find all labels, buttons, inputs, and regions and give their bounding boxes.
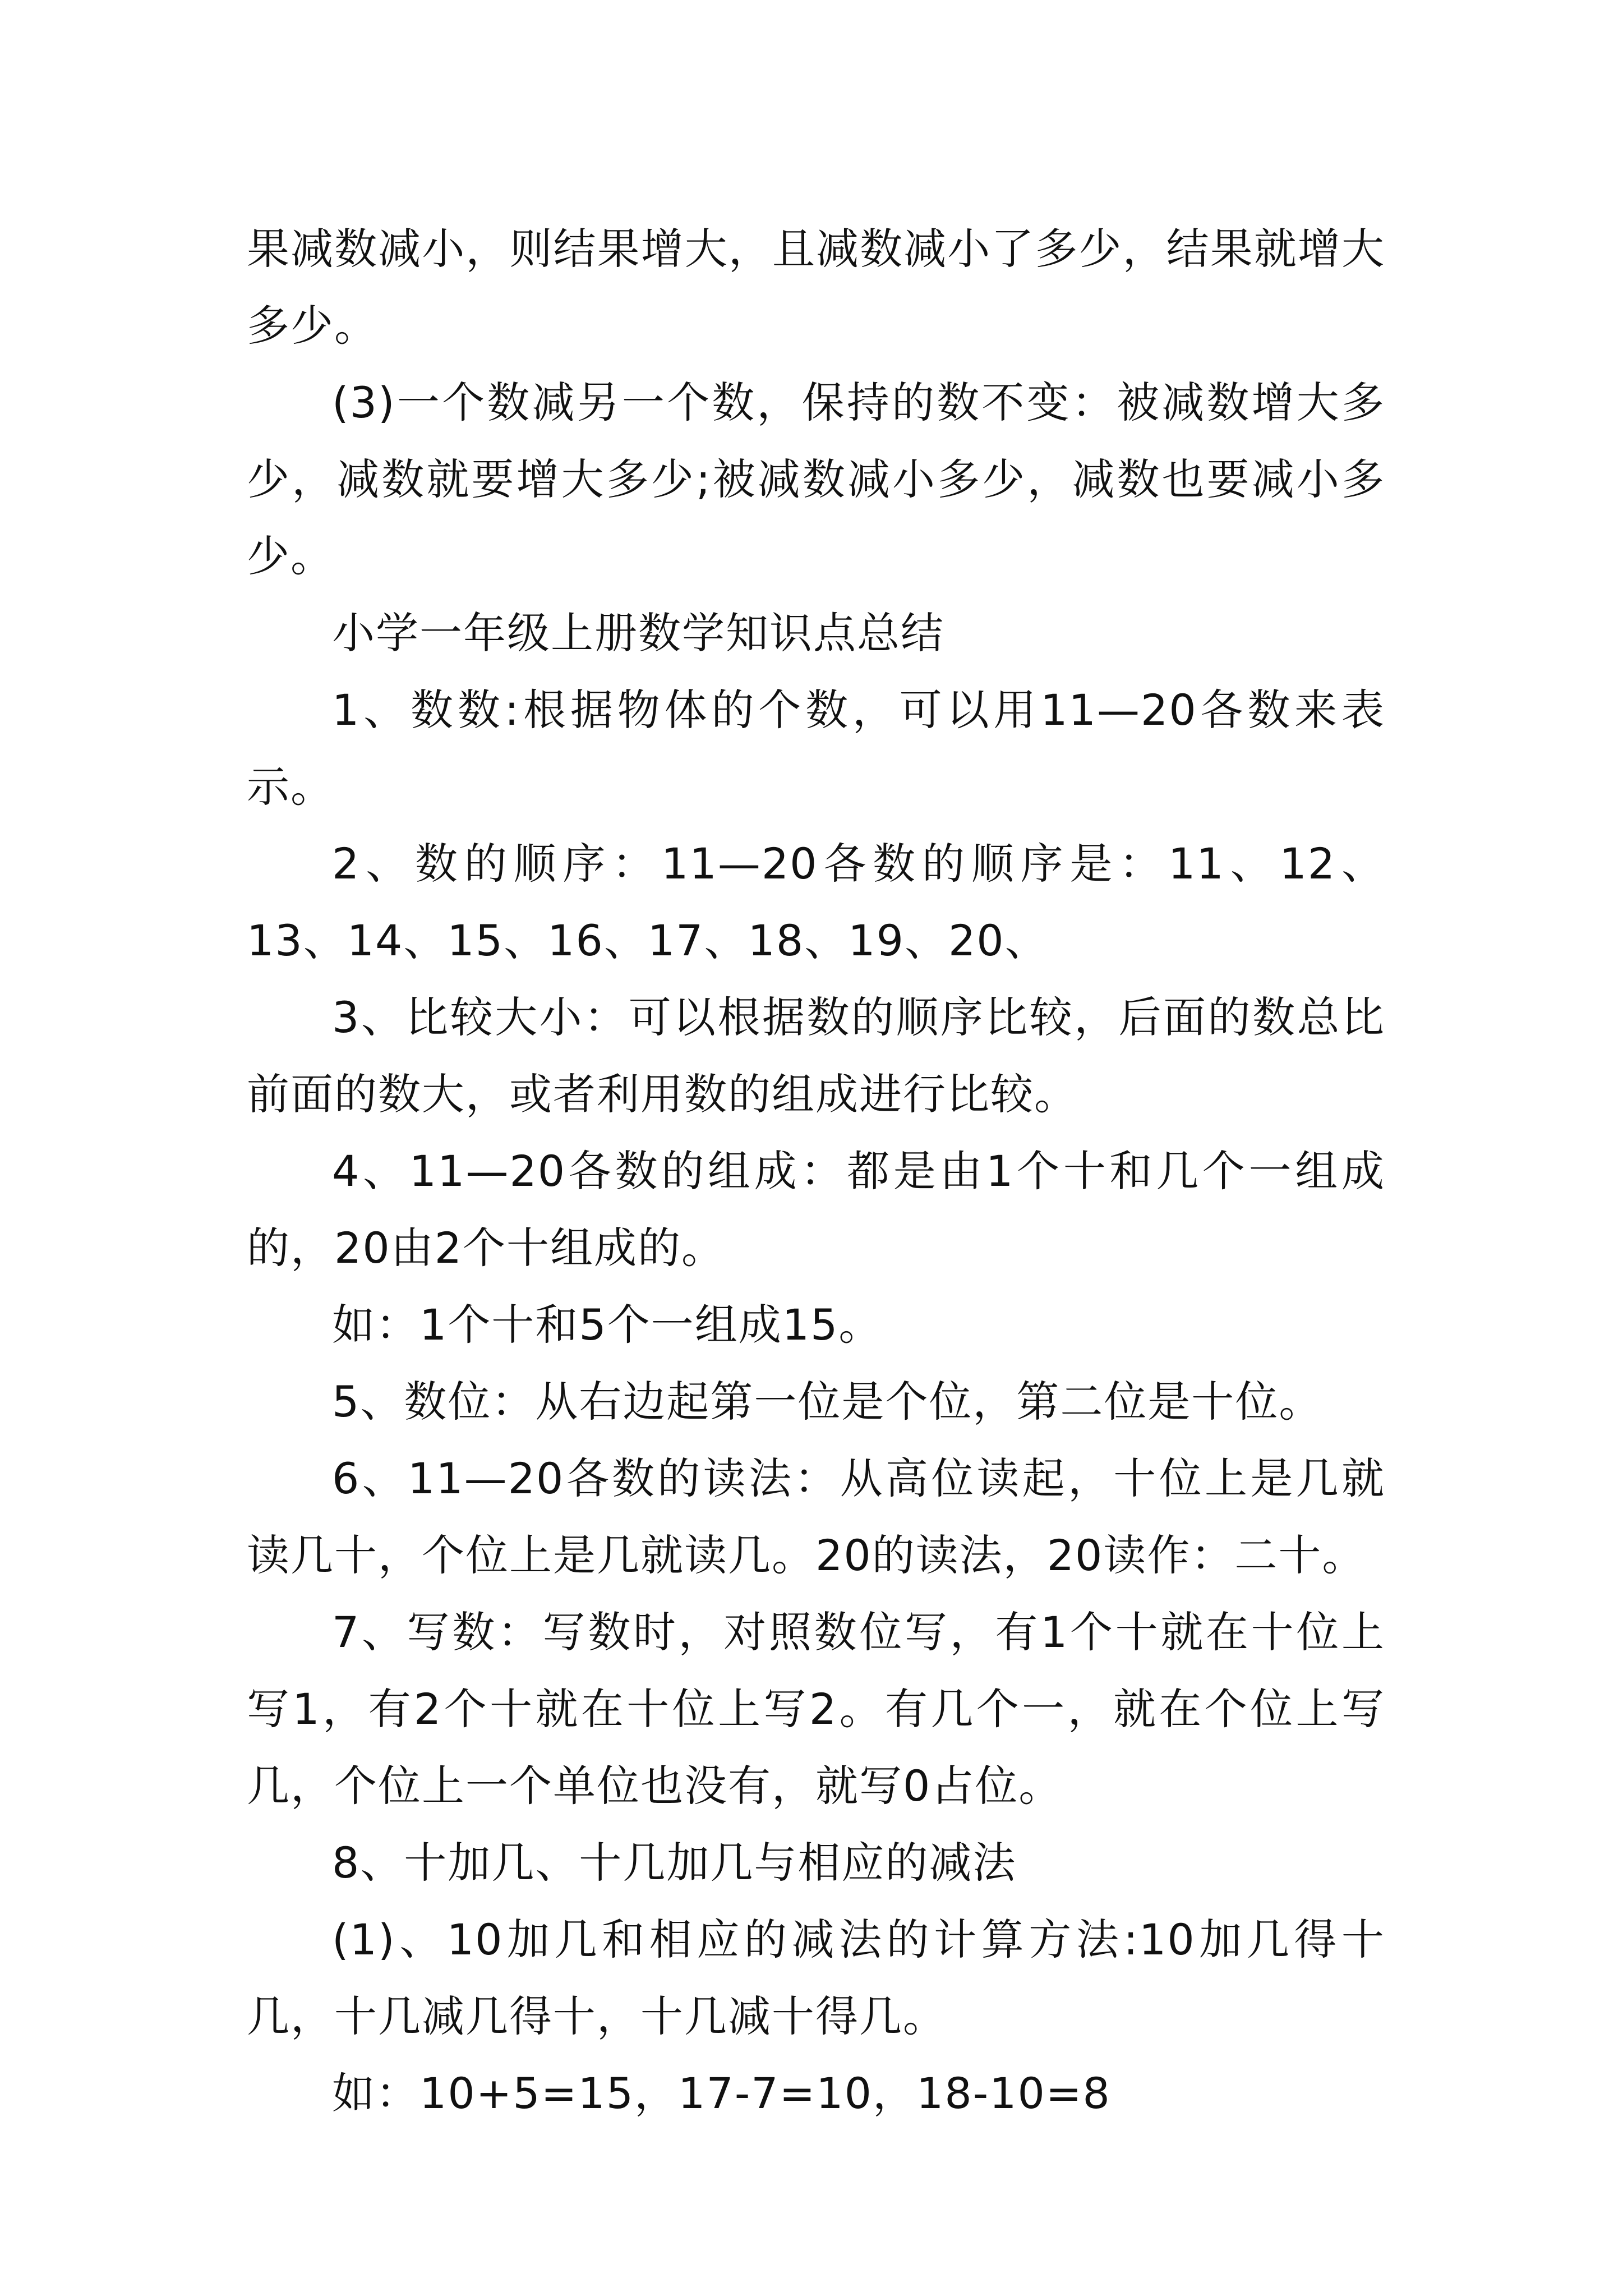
paragraph-1: 果减数减小，则结果增大，且减数减小了多少，结果就增大多少。 [247,224,1385,351]
paragraph-example-1: 如：1个十和5个一组成15。 [332,1300,883,1350]
paragraph-order: 2、数的顺序：11—20各数的顺序是：11、12、13、14、15、16、17、18、19、20、 [247,839,1385,965]
paragraph-writing: 7、写数：写数时，对照数位写，有1个十就在十位上写1，有2个十就在十位上写2。有几个一，就在个位上写几，个位上一个单位也没有，就写0占位。 [247,1607,1385,1811]
section-heading: 小学一年级上册数学知识点总结 [332,608,944,658]
paragraph-place-value: 5、数位：从右边起第一位是个位，第二位是十位。 [332,1377,1323,1427]
document-body [247,210,1385,2132]
paragraph-addition: 8、十加几、十几加几与相应的减法 [332,1838,1017,1888]
paragraph-method: (1)、10加几和相应的减法的计算方法:10加几得十几，十几减几得十，十几减十得几。 [247,1915,1385,2041]
paragraph-reading: 6、11—20各数的读法：从高位读起，十位上是几就读几十，个位上是几就读几。20的读法，20读作：二十。 [247,1453,1385,1580]
paragraph-2: (3)一个数减另一个数，保持的数不变：被减数增大多少，减数就要增大多少;被减数减小多少，减数也要减小多少。 [247,378,1385,581]
paragraph-composition: 4、11—20各数的组成：都是由1个十和几个一组成的，20由2个十组成的。 [247,1146,1385,1273]
paragraph-example-2: 如：10+5=15，17-7=10，18-10=8 [332,2068,1111,2118]
paragraph-counting: 1、数数:根据物体的个数，可以用11—20各数来表示。 [247,685,1385,812]
paragraph-compare: 3、比较大小：可以根据数的顺序比较，后面的数总比前面的数大，或者利用数的组成进行比较。 [247,992,1385,1119]
